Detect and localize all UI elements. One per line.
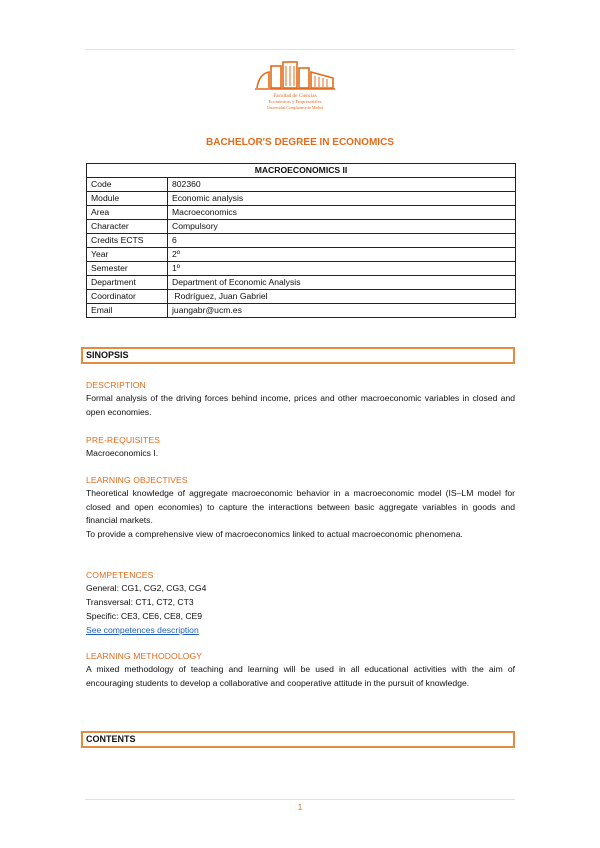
methodology-heading: LEARNING METHODOLOGY bbox=[86, 651, 203, 661]
course-info-table bbox=[86, 163, 516, 318]
page-number: 1 bbox=[297, 803, 303, 812]
competences-general: General: CG1, CG2, CG3, CG4 bbox=[86, 583, 207, 593]
faculty-logo bbox=[253, 56, 337, 112]
table-row bbox=[87, 220, 516, 234]
row-value-email: juangabr@ucm.es bbox=[168, 304, 516, 318]
section-sinopsis: SINOPSIS bbox=[81, 347, 515, 364]
table-row bbox=[87, 262, 516, 276]
table-row bbox=[87, 248, 516, 262]
description-heading: DESCRIPTION bbox=[86, 380, 146, 390]
competences-link-line bbox=[86, 624, 199, 637]
course-title: MACROECONOMICS II bbox=[87, 164, 516, 178]
footer-rule bbox=[85, 799, 515, 800]
prerequisites-heading: PRE-REQUISITES bbox=[86, 435, 160, 445]
row-value-semester: 1º bbox=[168, 262, 516, 276]
prerequisites-text: Macroeconomics I. bbox=[86, 448, 159, 458]
competences-heading: COMPETENCES bbox=[86, 570, 154, 580]
methodology-text: A mixed methodology of teaching and learning will be used in all educational activities with the aim of encouraging students to develop a collaborative and cooperative attitude in the pursuit of knowledge. bbox=[86, 664, 515, 688]
section-contents: CONTENTS bbox=[81, 731, 515, 748]
table-row bbox=[87, 206, 516, 220]
row-value-credits: 6 bbox=[168, 234, 516, 248]
row-label-email: Email bbox=[87, 304, 168, 318]
row-label-module: Module bbox=[87, 192, 168, 206]
table-row bbox=[87, 276, 516, 290]
row-label-semester: Semester bbox=[87, 262, 168, 276]
row-value-character: Compulsory bbox=[168, 220, 516, 234]
objectives-heading: LEARNING OBJECTIVES bbox=[86, 475, 188, 485]
table-row bbox=[87, 304, 516, 318]
table-header-row bbox=[87, 164, 516, 178]
row-value-area: Macroeconomics bbox=[168, 206, 516, 220]
row-value-module: Economic analysis bbox=[168, 192, 516, 206]
row-value-department: Department of Economic Analysis bbox=[168, 276, 516, 290]
table-row bbox=[87, 234, 516, 248]
row-label-character: Character bbox=[87, 220, 168, 234]
objectives-text-2: To provide a comprehensive view of macroeconomics linked to actual macroeconomic phenomena. bbox=[86, 529, 463, 539]
description-text: Formal analysis of the driving forces behind income, prices and other macroeconomic variables in closed and open economies. bbox=[86, 393, 515, 417]
degree-title: BACHELOR'S DEGREE IN ECONOMICS bbox=[206, 137, 394, 148]
row-label-area: Area bbox=[87, 206, 168, 220]
logo-text-2: Económicas y Empresariales bbox=[268, 99, 322, 104]
header-rule bbox=[85, 49, 515, 50]
table-row bbox=[87, 290, 516, 304]
competences-specific: Specific: CE3, CE6, CE8, CE9 bbox=[86, 611, 203, 621]
logo-text-1: Facultad de Ciencias bbox=[273, 93, 317, 99]
table-row bbox=[87, 192, 516, 206]
objectives-text-1: Theoretical knowledge of aggregate macroeconomic behavior in a macroeconomic model (IS–LM model for closed and open economies) to capture the interactions between basic aggregate variables in goods and financial markets. bbox=[86, 488, 515, 525]
row-value-year: 2º bbox=[168, 248, 516, 262]
logo-text-3: Universidad Complutense de Madrid bbox=[266, 106, 324, 110]
faculty-building-logo-icon bbox=[253, 56, 337, 112]
row-value-coordinator: Rodríguez, Juan Gabriel bbox=[168, 290, 516, 304]
see-competences-link[interactable]: See competences description bbox=[86, 625, 199, 635]
row-value-code: 802360 bbox=[168, 178, 516, 192]
table-row bbox=[87, 178, 516, 192]
row-label-department: Department bbox=[87, 276, 168, 290]
row-label-code: Code bbox=[87, 178, 168, 192]
row-label-coordinator: Coordinator bbox=[87, 290, 168, 304]
row-label-credits: Credits ECTS bbox=[87, 234, 168, 248]
competences-transversal: Transversal: CT1, CT2, CT3 bbox=[86, 597, 194, 607]
row-label-year: Year bbox=[87, 248, 168, 262]
